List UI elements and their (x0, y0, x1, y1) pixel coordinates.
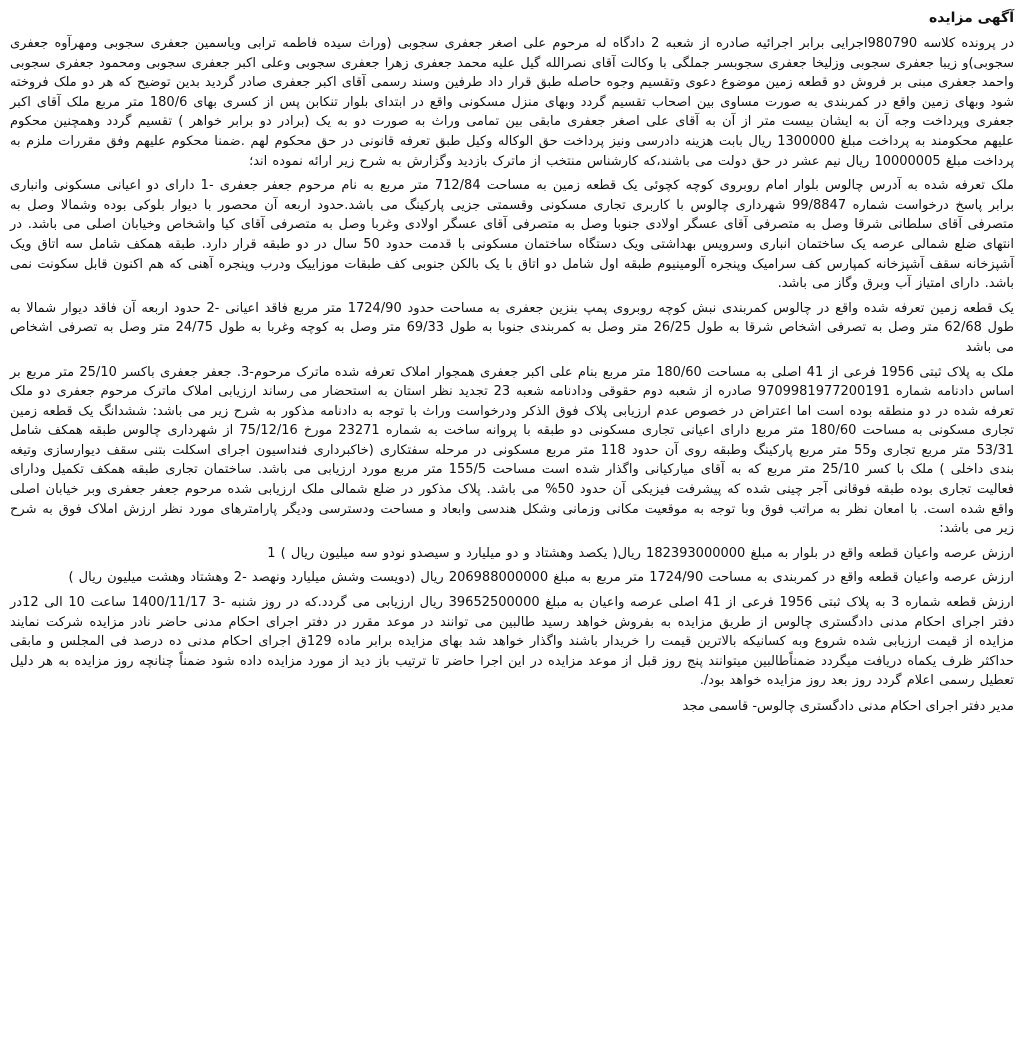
case-summary-paragraph: در پرونده کلاسه 980790اجرایی برابر اجرائیه صادره از شعبه 2 دادگاه له مرحوم علی اصغر جعفری سجوبی (وراث سیده فاطمه ترابی ویاسمین جعفری سجوبی ومهرآوه جعفری سجوبی)و زیبا جعفری سجوبی وزلیخا جعفری سجوبسر جملگی با وکالت آقای نصرالله گیل علیه محمد جعفری زهرا جعفری سجوبی وعلی اکبر جعفری سجوبی ومحمود جعفری سجوبی واحمد جعفری مبنی بر فروش دو قطعه زمین موضوع دعوی وتقسیم وجوه حاصله طبق قرار داد طرفین وسند رسمی آقای اکبر جعفری صادر گردید بدین توضیح که هر دو ملک فروخته شود وبهای زمین واقع در کمربندی به صورت مساوی بین اصحاب تقسیم گردد وبهای منزل مسکونی واقع در ابتدای بلوار تنکابن پس از کسری بهای 180/6 متر مربع ملک آقای اکبر جعفری وپرداخت وجه آن به ایشان بیست متر از آن به آقای علی اصغر جعفری مابقی بین تمامی وراث به صورت دو به یک (برادر دو برابر خواهر ) تقسیم گردد وهمچنین محکوم علیهم محکومند به پرداخت مبلغ 1300000 ریال بابت هزینه دادرسی ونیز پرداخت حق الوکاله وکیل طبق تعرفه قانونی در حق محکوم لهم .ضمنا محکوم علیهم وفق مقررات ملزم به پرداخت مبلغ 10000005 ریال نیم عشر در حق دولت می باشند،که کارشناس منتخب از ماترک بازدید وگزارش به شرح زیر ارائه نموده اند؛ (10, 36, 1015, 169)
property-3-description: ملک به پلاک ثبتی 1956 فرعی از 41 اصلی به مساحت 180/60 متر مربع بنام علی اکبر جعفری همجوار املاک تعرفه شده ماترک مرحوم-3. جعفر جعفری باکسر 25/10 متر مربع بر اساس دادنامه شماره 9709981977200191 صادره از شعبه دوم حقوقی ودادنامه شعبه 23 تجدید نظر استان به استحضار می رساند ارزیابی املاک ماترک مرحوم جعفری دو ملک تعرفه شده در دو منطقه بوده است اما اعتراض در خصوص عدم ارزیابی پلاک فوق الذکر ودرخواست وراث با توجه به دادنامه مذکور به شرح زیر می باشد: ششدانگ یک قطعه زمین تجاری مسکونی به مساحت 180/60 متر مربع دارای اعیانی تجاری مسکونی دو طبقه با پروانه ساخت به شماره 23271 مورخ 75/12/16 از شهرداری چالوس طبقه همکف شامل 53/31 متر مربع تجاری و55 متر مربع پارکینگ وطبقه روی آن حدود 118 متر مربع مسکونی در مرحله سفتکاری (خاکبرداری فنداسیون اجرای اسکلت بتنی سقف دیوارسازی وتیغه بندی داخلی ) ملک با کسر 25/10 متر مربع که به آقای میارکیانی واگذار شده است مساحت 155/5 متر مربع مورد ارزیابی می باشد. ساختمان تجاری طبقه همکف تکمیل ودارای فعالیت تجاری بوده طبقه فوقانی آجر چینی شده که پیشرفت فیزیکی آن حدود 50% می باشد. پلاک مذکور در ضلع شمالی ملک ارزیابی شده مرحوم جعفر جعفری وبر خیابان اصلی واقع شده است. با امعان نظر به مراتب فوق وبا توجه به موقعیت مکانی وزمانی وشکل هندسی وابعاد و مساحت ودسترسی ودیگر پارامترهای مورد نظر ارزش املاک فوق به شرح زیر می باشد: (10, 364, 1015, 537)
valuation-3-and-auction-terms: ارزش قطعه شماره 3 به پلاک ثبتی 1956 فرعی از 41 اصلی عرصه واعیان به مبلغ 39652500000 ریال ارزیابی می گردد.که در روز شنبه -3 1400/11/17 ساعت 10 الی 12در دفتر اجرای احکام مدنی دادگستری چالوس از طریق مزایده به بفروش خواهد رسید طالبین می توانند در موعد مقرر در دفتر اجرای احکام مدنی حاضر نادر مزایده شرکت نمایند مزایده از قیمت ارزیابی شده شروع وبه کسانیکه بالاترین قیمت را خریدار باشند واگذار خواهد شد بهای مزایده برابر ماده 129ق اجرای احکام مدنی ده درصد فی المجلس و مابقی حداکثر ظرف یکماه دریافت میگردد ضمناًطالبین میتوانند پنج روز قبل از موعد مزایده در این اجرا حاضر تا ترتیب باز دید از مورد مزایده داده شود ضمناً چنانچه روز مزایده به هر دلیل تعطیل رسمی اعلام گردد روز بعد روز مزایده خواهد بود/. (10, 595, 1015, 689)
valuation-2: ارزش عرصه واعیان قطعه واقع در کمربندی به مساحت 1724/90 متر مربع به مبلغ 206988000000 ریال (دویست وشش میلیارد ونهصد -2 وهشتاد وهشت میلیون ریال ) (68, 570, 1014, 586)
notice-title: آگهی مزایده (928, 10, 1014, 26)
signature: مدیر دفتر اجرای احکام مدنی دادگستری چالوس- قاسمی مجد (682, 699, 1014, 714)
property-2-description: یک قطعه زمین تعرفه شده واقع در چالوس کمربندی نبش کوچه روبروی پمپ بنزین جعفری به مساحت حدود 1724/90 متر مربع فاقد اعیانی -2 حدود اربعه آن فاقد دیوار شمالا به طول 62/68 متر وصل به تصرفی اشخاص شرقا به طول 26/25 متر وصل به کمربندی جنوبا به طول 69/33 متر وصل به کوچه وغربا به طول 24/75 متر وصل به تصرفی اشخاص می باشد (10, 300, 1015, 355)
property-1-description: ملک تعرفه شده به آدرس چالوس بلوار امام روبروی کوچه کچوئی یک قطعه زمین به مساحت 712/84 متر مربع به نام مرحوم جعفر جعفری -1 دارای دو اعیانی مسکونی وانباری برابر پاسخ درخواست شماره 99/8847 شهرداری چالوس با کاربری تجاری مسکونی وقسمتی جزیی پارکینگ می باشد.حدود اربعه آن محصور با دیوار بلوکی بوده وشمالا وصل به متصرفی آقای سلطانی شرقا وصل به متصرفی آقای عسگر اولادی جنوبا وصل به متصرفی آقای عسگر اولادی وغربا وصل به متصرفی آقای کیا واشخاص وخیابان اصلی می باشد. در انتهای ضلع شمالی عرصه یک ساختمان انباری وسرویس بهداشتی ویک دستگاه ساختمان مسکونی با قدمت حدود 50 سال در دو طبقه قرار دارد. طبقه همکف شامل سه اتاق ویک آشپزخانه سقف آشپزخانه کمپارس کف سرامیک وپنجره آلومینیوم طبقه اول شامل دو اتاق با یک بالکن جنوبی کف طبقات موزاییک ودرب وپنجره آهنی که هم اکنون قابل سکونت نمی باشد. دارای امتیاز آب وبرق وگاز می باشد. (10, 178, 1014, 292)
valuation-1: ارزش عرصه واعیان قطعه واقع در بلوار به مبلغ 182393000000 ریال( یکصد وهشتاد و دو میلیارد و سیصدو نودو سه میلیون ریال ) 1 (267, 545, 1014, 561)
